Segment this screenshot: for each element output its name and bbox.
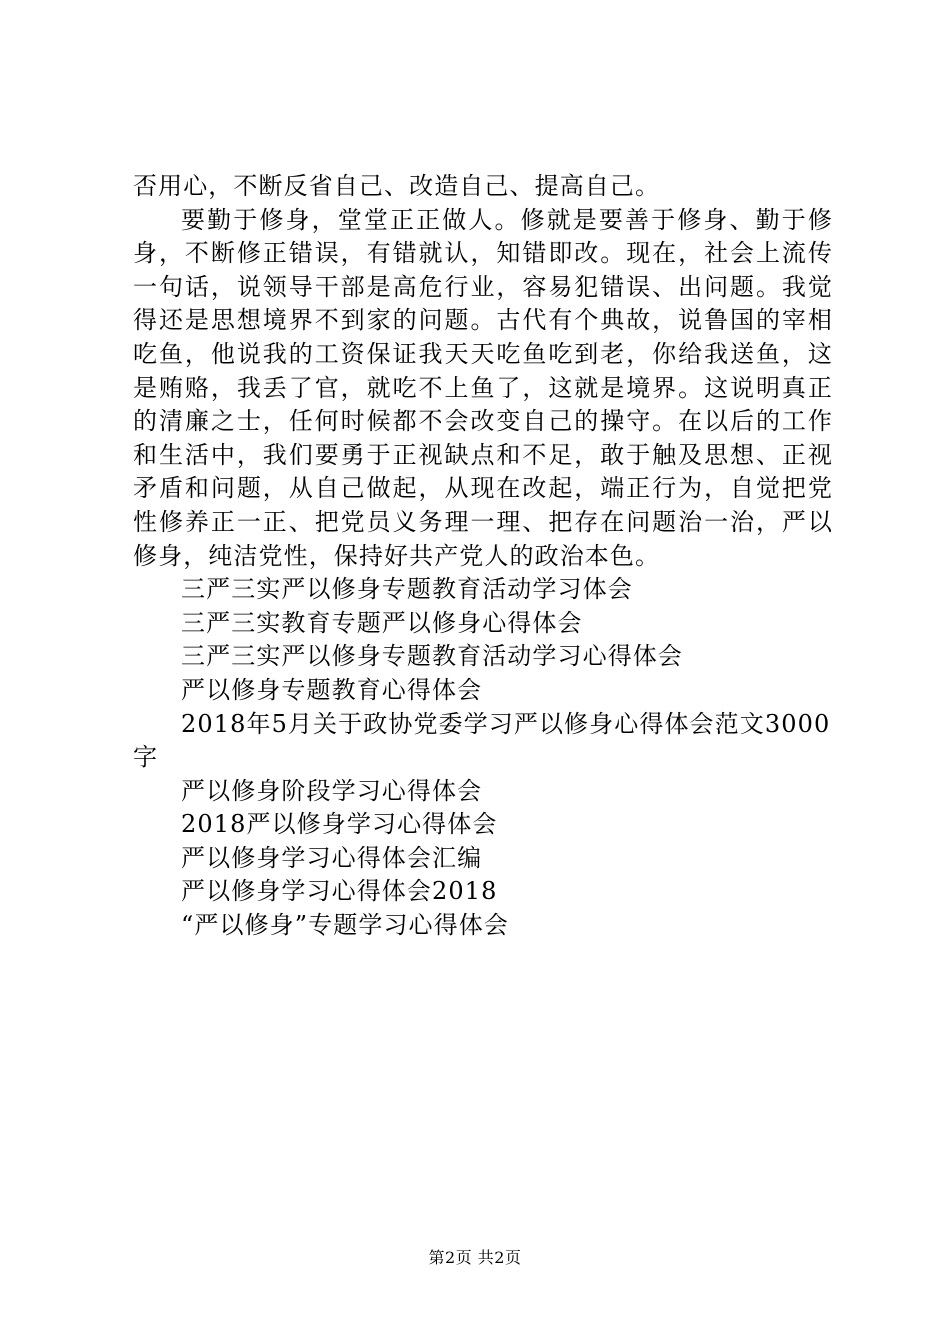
paragraph-self-cultivation: 要勤于修身，堂堂正正做人。修就是要善于修身、勤于修身，不断修正错误，有错就认，知错即改。现在，社会上流传一句话，说领导干部是高危行业，容易犯错误、出问题。我觉得还是思想境界不到家的问题。古代有个典故，说鲁国的宰相吃鱼，他说我的工资保证我天天吃鱼吃到老，你给我送鱼，这是贿赂，我丢了官，就吃不上鱼了，这就是境界。这说明真正的清廉之士，任何时候都不会改变自己的操守。在以后的工作和生活中，我们要勇于正视缺点和不足，敢于触及思想、正视矛盾和问题，从自己做起，从现在改起，端正行为，自觉把党性修养正一正、把党员义务理一理、把存在问题治一治，严以修身，纯洁党性，保持好共产党人的政治本色。	[133, 205, 833, 570]
page-number-footer: 第2页 共2页	[428, 1248, 522, 1267]
related-article-item[interactable]: 严以修身阶段学习心得体会	[181, 776, 483, 805]
related-article-item[interactable]: 三严三实严以修身专题教育活动学习体会	[181, 575, 633, 604]
related-article-item[interactable]: “严以修身”专题学习心得体会	[181, 911, 509, 940]
document-body	[133, 170, 833, 943]
related-article-item[interactable]: 严以修身学习心得体会汇编	[181, 843, 483, 872]
related-article-item[interactable]: 严以修身专题教育心得体会	[181, 675, 483, 704]
related-articles-list	[133, 573, 833, 943]
related-article-item[interactable]: 三严三实严以修身专题教育活动学习心得体会	[181, 642, 683, 671]
related-article-item[interactable]: 三严三实教育专题严以修身心得体会	[181, 608, 583, 637]
related-article-item[interactable]: 严以修身学习心得体会2018	[181, 877, 498, 906]
related-article-item[interactable]: 2018严以修身学习心得体会	[181, 810, 498, 839]
paragraph-continuation: 否用心，不断反省自己、改造自己、提高自己。	[133, 172, 661, 200]
related-article-item[interactable]: 2018年5月关于政协党委学习严以修身心得体会范文3000字	[133, 709, 831, 772]
